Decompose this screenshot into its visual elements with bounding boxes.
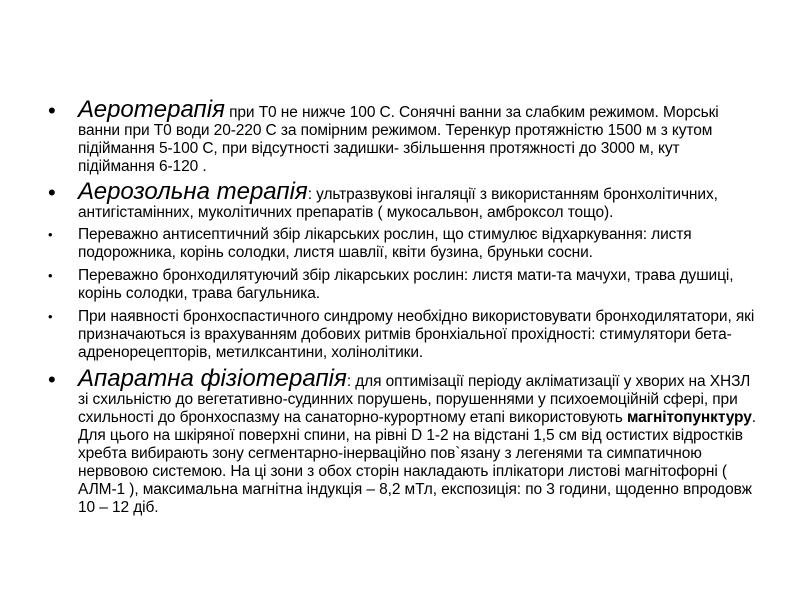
bullet-heading: Аеротерапія xyxy=(78,96,225,123)
bullet-text: При наявності бронхоспастичного синдрому необхідно використовувати бронходилятатори, які призначаються із врахуванням добових ритмів бронхіальної прохідності: стимулятори бета-адренорецепторів, метилксантини, холінолітики. xyxy=(78,308,755,361)
bullet-text: : для оптимізації періоду акліматизації у хворих на ХНЗЛ зі схильністю до вегетативно-судинних порушень, порушеннями у психоемоційній сфері, при схильності до бронхоспазму на санаторно-курортному етапі використовують xyxy=(78,373,751,426)
bullet-text: : ультразвукові інгаляції з використанням бронхолітичних, антигістамінних, муколітичних препаратів ( мукосальвон, амброксол тощо). xyxy=(78,186,718,221)
bullet-dot-icon: • xyxy=(48,367,56,392)
bullet-list xyxy=(44,98,760,521)
bullet-dot-icon: • xyxy=(48,227,53,242)
bullet-item-aerotherapy xyxy=(44,98,760,176)
bullet-item-antiseptic-herbs xyxy=(44,226,760,262)
bullet-item-bronchodilators xyxy=(44,308,760,362)
bullet-text: Переважно бронходилятуючий збір лікарських рослин: листя мати-та мачухи, трава душиці, корінь солодки, трава багульника. xyxy=(78,267,734,302)
bullet-item-hardware-physiotherapy xyxy=(44,367,760,517)
bullet-item-aerosol-therapy xyxy=(44,180,760,222)
bullet-heading: Апаратна фізіотерапія xyxy=(78,365,347,392)
bullet-dot-icon: • xyxy=(48,98,56,123)
bullet-dot-icon: • xyxy=(48,309,53,324)
bullet-text: Переважно антисептичний збір лікарських рослин, що стимулює відхаркування: листя подорожника, корінь солодки, листя шавлії, квіти бузина, бруньки сосни. xyxy=(78,226,692,261)
bullet-emphasis: магнітопунктуру xyxy=(626,409,752,426)
bullet-dot-icon: • xyxy=(48,268,53,283)
bullet-text: при Т0 не нижче 100 С. Сонячні ванни за слабким режимом. Морські ванни при Т0 води 20-220 С за помірним режимом. Теренкур протяжністю 1500 м з кутом підіймання 5-100 С, при відсутності задишки- збільшення протяжності до 3000 м, кут підіймання 6-120 . xyxy=(78,104,719,175)
bullet-text: . Для цього на шкіряної поверхні спини, на рівні D 1-2 на відстані 1,5 см від остистих відростків хребта вибирають зону сегментарно-інерваційно пов`язану з легенями та симпатичною нервовою системою. На ці зони з обох сторін накладають іплікатори листові магнітофорні ( АЛМ-1 ), максимальна магнітна індукція – 8,2 мТл, експозиція: по 3 години, щоденно впродовж 10 – 12 діб. xyxy=(78,409,756,516)
bullet-dot-icon: • xyxy=(48,180,56,205)
bullet-heading: Аерозольна терапія xyxy=(78,178,308,205)
bullet-item-bronchodilating-herbs xyxy=(44,267,760,303)
